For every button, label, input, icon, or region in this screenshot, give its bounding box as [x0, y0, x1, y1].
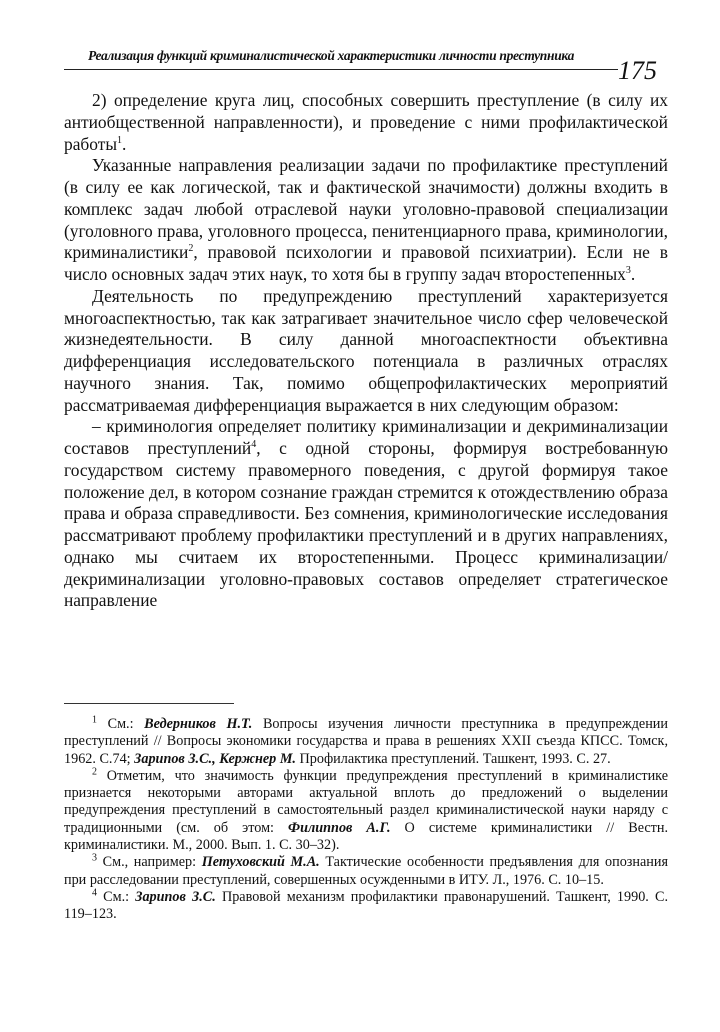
main-text — [64, 90, 668, 612]
footnote-4 — [64, 889, 668, 924]
footnote-1-author-1: Ведерников Н.Т. — [144, 716, 253, 732]
footnote-1-text-3: Профилактика преступлений. Ташкент, 1993. С. 27. — [295, 750, 611, 767]
footnote-2-author: Филиппов А.Г. — [288, 819, 391, 836]
footnote-3-text-2: Тактические особенности предъявления для опознания при расследовании преступлений, совершенных осужденными в ИТУ. Л., 1976. С. 10–15. — [64, 854, 668, 888]
paragraph-2 — [64, 155, 668, 286]
header-rule — [64, 69, 618, 70]
footnote-3-author: Петуховский М.А. — [201, 854, 320, 871]
footnote-3-number: 3 — [92, 852, 97, 864]
paragraph-1 — [64, 90, 668, 155]
paragraph-2-text: Указанные направления реализации задачи по профилактике преступлений (в силу ее как логической, так и фактической значимости) должны входить в комплекс задач любой отраслевой науки уголовно-правовой специализации (уголовного права, уголовного процесса, пенитенциарного права, криминологии, криминалистики — [64, 155, 668, 263]
footnote-2 — [64, 768, 668, 854]
footnote-2-text-2: О системе криминалистики // Вестн. криминалистики. М., 2000. Вып. 1. С. 30–32). — [64, 819, 668, 854]
paragraph-4 — [64, 416, 668, 612]
footnote-4-text: См.: — [97, 888, 136, 905]
paragraph-2-mid: , правовой психологии и правовой психиатрии). Если не в число основных задач этих наук, то хотя бы в группу задач второстепенных — [64, 242, 668, 284]
paragraph-1-end: . — [122, 133, 127, 154]
footnotes — [64, 716, 668, 924]
footnote-1-number: 1 — [92, 714, 97, 726]
page-number: 175 — [618, 56, 657, 85]
paragraph-4-end: , с одной стороны, формируя востребованную государством систему правомерного поведения, с другой формируя такое положение дел, в котором сознание граждан стремится к отождествлению образа права и образа справедливости. Без сомнения, криминологические исследования рассматривают проблему профилактики преступлений и в других направлениях, однако мы считаем их второстепенными. Процесс криминализации/декриминализации уголовно-правовых составов определяет стратегическое направление — [64, 438, 668, 611]
paragraph-2-end: . — [630, 264, 636, 284]
footnote-1-text-2: Вопросы изучения личности преступника в предупреждении преступлений // Вопросы экономики государства и права в решениях XXII съезда КПСС. Томск, 1962. С.74; — [64, 716, 668, 767]
footnote-1-text: См.: — [97, 716, 145, 732]
footnote-4-text-2: Правовой механизм профилактики правонарушений. Ташкент, 1990. С. 119–123. — [64, 888, 668, 923]
paragraph-1-text: 2) определение круга лиц, способных совершить преступление (в силу их антиобщественной направленности), и проведение с ними профилактической работы — [64, 90, 668, 154]
footnote-3 — [64, 854, 668, 889]
paragraph-3: Деятельность по предупреждению преступлений характеризуется многоаспектностью, так как затрагивает значительное число сфер человеческой жизнедеятельности. В силу данной многоаспектности объективна дифференциация исследовательского потенциала в различных отраслях научного знания. Так, помимо общепрофилактических мероприятий рассматриваемая дифференциация выражается в них следующим образом: — [64, 285, 668, 415]
footnote-4-number: 4 — [92, 887, 97, 899]
footnote-ref-3: 3 — [625, 265, 631, 277]
footnote-rule — [64, 703, 234, 704]
footnote-ref-2: 2 — [188, 243, 194, 255]
footnote-ref-4: 4 — [251, 439, 257, 451]
footnote-4-author: Зарипов З.С. — [135, 888, 216, 905]
running-title: Реализация функций криминалистической характеристики личности преступника — [88, 48, 575, 63]
paragraph-4-text: – криминология определяет политику криминализации и декриминализации составов преступлений — [64, 416, 668, 458]
footnote-1 — [64, 716, 668, 768]
footnote-ref-1: 1 — [117, 134, 123, 146]
footnote-3-text: См., например: — [97, 854, 202, 871]
footnote-2-number: 2 — [92, 766, 97, 778]
footnote-1-author-2: Зарипов З.С., Кержнер М. — [134, 750, 296, 767]
footnote-2-text: Отметим, что значимость функции предупреждения преступлений в криминалистике признается некоторыми авторами актуальной вплоть до предложений о выделении предупреждения преступлений в самостоятельный раздел криминалистической науки наряду с традиционными (см. об этом: — [64, 767, 668, 836]
